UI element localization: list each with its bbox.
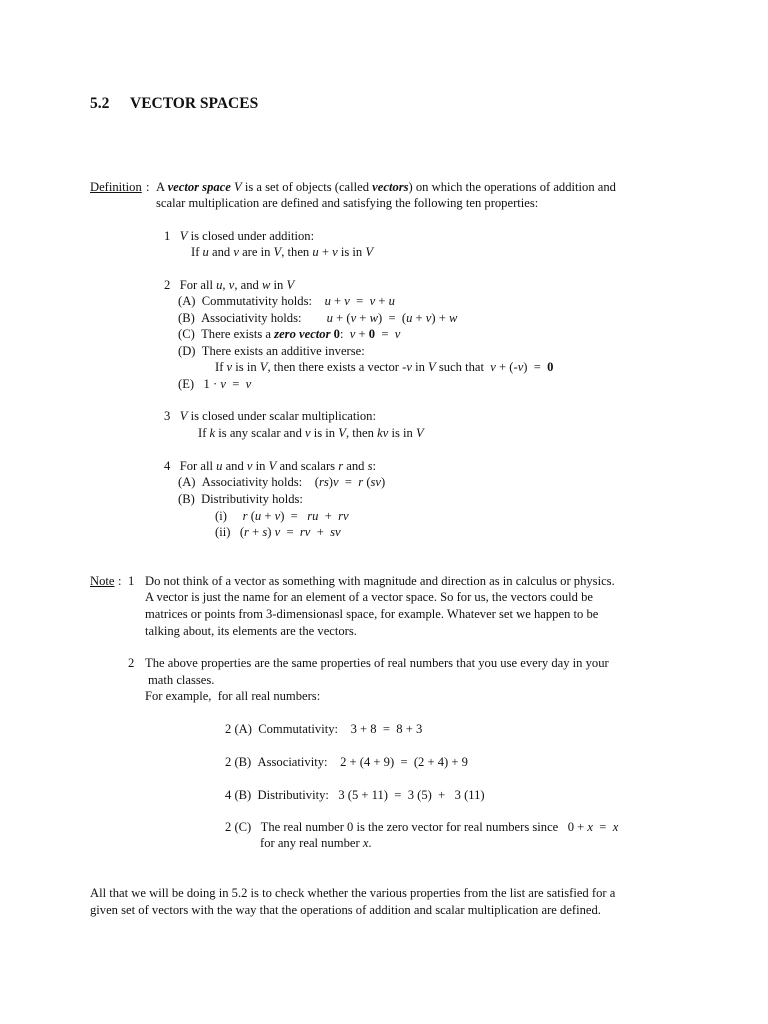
note-line: math classes. xyxy=(148,673,215,687)
property-4b: (B) Distributivity holds: xyxy=(178,492,303,506)
note-line: Do not think of a vector as something with magnitude and direction as in calculus or physics. xyxy=(145,574,615,588)
note-colon: : xyxy=(118,574,122,588)
property-3: 3 V is closed under scalar multiplication: xyxy=(164,409,376,423)
section-heading xyxy=(90,95,258,113)
note-line: A vector is just the name for an element of a vector space. So for us, the vectors could be xyxy=(145,590,593,604)
note-number: 2 xyxy=(128,656,135,670)
example-associativity: 2 (B) Associativity: 2 + (4 + 9) = (2 + 4) + 9 xyxy=(225,755,468,769)
definition-line: scalar multiplication are defined and satisfying the following ten properties: xyxy=(156,196,539,210)
property-4b-i: (i) r (u + v) = ru + rv xyxy=(215,509,349,523)
property-4a: (A) Associativity holds: (rs)v = r (sv) xyxy=(178,475,386,489)
section-number: 5.2 xyxy=(90,95,110,112)
property-2e: (E) 1 · v = v xyxy=(178,377,252,391)
property-3-detail: If k is any scalar and v is in V, then kv is in V xyxy=(198,426,424,440)
example-zero-detail: for any real number x. xyxy=(260,836,372,850)
note-line: For example, for all real numbers: xyxy=(145,689,321,703)
property-1-detail: If u and v are in V, then u + v is in V xyxy=(191,245,374,259)
section-title: VECTOR SPACES xyxy=(130,95,259,112)
definition-label: Definition xyxy=(90,180,142,194)
note-line: talking about, its elements are the vectors. xyxy=(145,624,357,638)
property-2d-detail: If v is in V, then there exists a vector -v in V such that v + (-v) = 0 xyxy=(215,360,554,374)
property-4: 4 For all u and v in V and scalars r and s: xyxy=(164,459,376,473)
property-2d: (D) There exists an additive inverse: xyxy=(178,344,365,358)
example-zero: 2 (C) The real number 0 is the zero vector for real numbers since 0 + x = x xyxy=(225,820,619,834)
closing-line: given set of vectors with the way that the operations of addition and scalar multiplication are defined. xyxy=(90,903,601,917)
definition-line: A vector space V is a set of objects (called vectors) on which the operations of addition and xyxy=(156,180,616,194)
note-line: The above properties are the same properties of real numbers that you use every day in your xyxy=(145,656,609,670)
property-2a: (A) Commutativity holds: u + v = v + u xyxy=(178,294,395,308)
definition-colon: : xyxy=(146,180,150,194)
property-2c: (C) There exists a zero vector 0: v + 0 = v xyxy=(178,327,401,341)
property-1: 1 V is closed under addition: xyxy=(164,229,315,243)
note-line: matrices or points from 3-dimensionasl space, for example. Whatever set we happen to be xyxy=(145,607,599,621)
example-distributivity: 4 (B) Distributivity: 3 (5 + 11) = 3 (5) + 3 (11) xyxy=(225,788,485,802)
note-number: 1 xyxy=(128,574,135,588)
closing-line: All that we will be doing in 5.2 is to check whether the various properties from the list are satisfied for a xyxy=(90,886,616,900)
property-2: 2 For all u, v, and w in V xyxy=(164,278,295,292)
note-label: Note xyxy=(90,574,115,588)
example-commutativity: 2 (A) Commutativity: 3 + 8 = 8 + 3 xyxy=(225,722,423,736)
property-2b: (B) Associativity holds: u + (v + w) = (u + v) + w xyxy=(178,311,458,325)
property-4b-ii: (ii) (r + s) v = rv + sv xyxy=(215,525,341,539)
